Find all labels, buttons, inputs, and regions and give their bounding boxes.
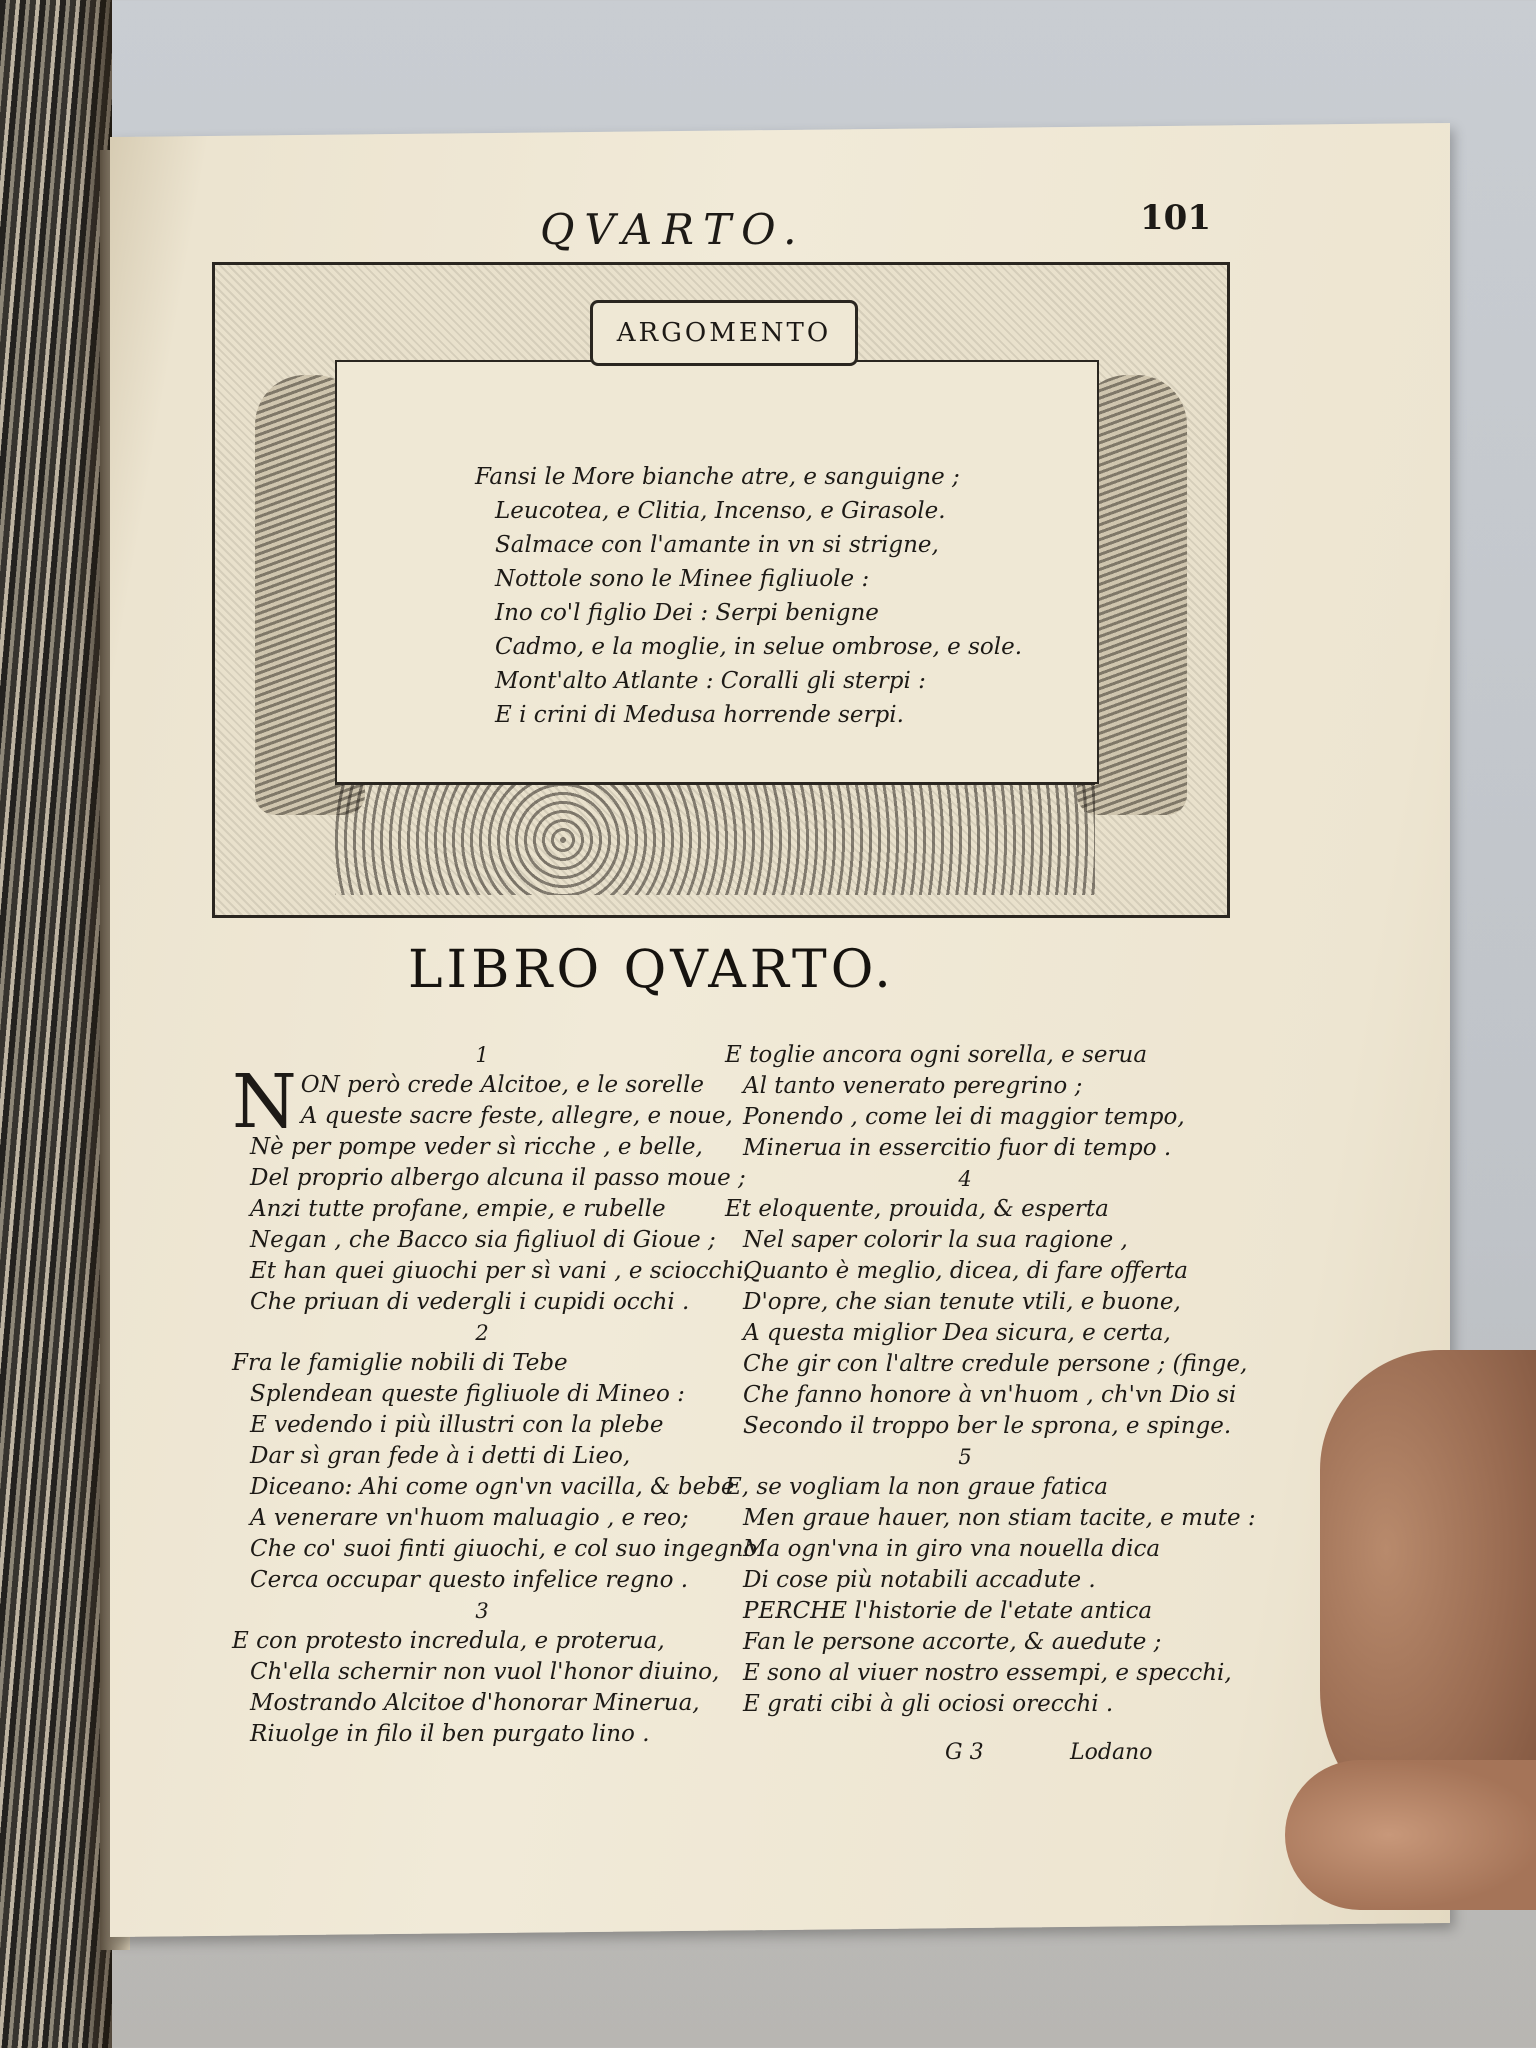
verse-line: Minerua in essercitio fuor di tempo .	[743, 1135, 1172, 1161]
stanza-number: 1	[475, 1043, 489, 1067]
verse-line: Secondo il troppo ber le sprona, e spinge.	[743, 1413, 1232, 1439]
verse-line: Splendean queste figliuole di Mineo :	[250, 1381, 685, 1407]
page-number: 101	[1140, 198, 1211, 238]
verse-line: Cerca occupar questo infelice regno .	[250, 1567, 689, 1593]
verse-line: Men graue hauer, non stiam tacite, e mute :	[743, 1505, 1256, 1531]
verse-line: E grati cibi à gli ociosi orecchi .	[743, 1691, 1114, 1717]
stanza-number: 5	[958, 1445, 972, 1469]
argument-line: Cadmo, e la moglie, in selue ombrose, e sole.	[495, 634, 1023, 660]
book-title: LIBRO QVARTO.	[408, 940, 895, 1000]
verse-line: Fra le famiglie nobili di Tebe	[232, 1350, 568, 1376]
verse-line: E sono al viuer nostro essempi, e specchi,	[743, 1660, 1232, 1686]
verse-line: E con protesto incredula, e proterua,	[232, 1628, 665, 1654]
verse-line: Che co' suoi finti giuochi, e col suo ingegno	[250, 1536, 758, 1562]
drop-capital: N	[232, 1059, 297, 1145]
verse-line: Dar sì gran fede à i detti di Lieo,	[250, 1443, 631, 1469]
argument-line: Leucotea, e Clitia, Incenso, e Girasole.	[495, 498, 946, 524]
verse-line: A questa miglior Dea sicura, e certa,	[743, 1320, 1171, 1346]
argument-line: Mont'alto Atlante : Coralli gli sterpi :	[495, 668, 926, 694]
verse-line: Che fanno honore à vn'huom , ch'vn Dio si	[743, 1382, 1237, 1408]
verse-line: Diceano: Ahi come ogn'vn vacilla, & bebe	[250, 1474, 735, 1500]
ornamental-scrollwork	[335, 783, 1095, 895]
verse-line: Mostrando Alcitoe d'honorar Minerua,	[250, 1690, 700, 1716]
argument-line: Salmace con l'amante in vn si strigne,	[495, 532, 939, 558]
verse-line: Et eloquente, prouida, & esperta	[725, 1196, 1109, 1222]
stanza-number: 4	[958, 1167, 972, 1191]
argument-line: Ino co'l figlio Dei : Serpi benigne	[495, 600, 879, 626]
thumb	[1285, 1760, 1536, 1910]
left-column	[232, 1040, 758, 1750]
verse-text: ON però crede Alcitoe, e le sorelle	[300, 1072, 704, 1098]
facing-page-engraving	[0, 0, 112, 2048]
verse-line: A venerare vn'huom maluagio , e reo;	[250, 1505, 689, 1531]
verse-line: Che priuan di vedergli i cupidi occhi .	[250, 1289, 690, 1315]
stanza-number: 3	[475, 1599, 489, 1623]
signature-mark: G 3	[945, 1740, 984, 1765]
right-column	[725, 1040, 1256, 1720]
argument-verse	[475, 460, 1022, 732]
verse-line: Et han quei giuochi per sì vani , e sciocchi,	[250, 1258, 751, 1284]
verse-line: Quanto è meglio, dicea, di fare offerta	[743, 1258, 1188, 1284]
verse-line: Di cose più notabili accadute .	[743, 1567, 1096, 1593]
verse-line: E vedendo i più illustri con la plebe	[250, 1412, 664, 1438]
verse-line: Al tanto venerato peregrino ;	[743, 1073, 1083, 1099]
verse-line: D'opre, che sian tenute vtili, e buone,	[743, 1289, 1181, 1315]
verse-line: Ponendo , come lei di maggior tempo,	[743, 1104, 1185, 1130]
verse-line: Ch'ella schernir non vuol l'honor diuino,	[250, 1659, 720, 1685]
verse-line: A queste sacre feste, allegre, e noue,	[300, 1103, 733, 1129]
verse-line: Negan , che Bacco sia figliuol di Gioue ;	[250, 1227, 716, 1253]
running-head: QVARTO.	[540, 205, 807, 254]
verse-line: PERCHE l'historie de l'etate antica	[743, 1598, 1153, 1624]
stanza-number: 2	[475, 1321, 489, 1345]
argument-line: Nottole sono le Minee figliuole :	[495, 566, 870, 592]
verse-line: Fan le persone accorte, & auedute ;	[743, 1629, 1162, 1655]
argomento-label: ARGOMENTO	[590, 300, 858, 366]
catchword: Lodano	[1070, 1740, 1153, 1765]
argument-line: E i crini di Medusa horrende serpi.	[495, 702, 904, 728]
verse-line: Anzi tutte profane, empie, e rubelle	[250, 1196, 666, 1222]
verse-line: Nel saper colorir la sua ragione ,	[743, 1227, 1128, 1253]
argument-line: Fansi le More bianche atre, e sanguigne ;	[475, 464, 960, 490]
verse-line: Ma ogn'vna in giro vna nouella dica	[743, 1536, 1161, 1562]
verse-line: Riuolge in filo il ben purgato lino .	[250, 1721, 650, 1747]
verse-line: E toglie ancora ogni sorella, e serua	[725, 1042, 1148, 1068]
verse-line: Che gir con l'altre credule persone ; (finge,	[743, 1351, 1248, 1377]
verse-line: E, se vogliam la non graue fatica	[725, 1474, 1108, 1500]
verse-line: Nè per pompe veder sì ricche , e belle,	[250, 1134, 703, 1160]
verse-line: Del proprio albergo alcuna il passo moue ;	[250, 1165, 746, 1191]
